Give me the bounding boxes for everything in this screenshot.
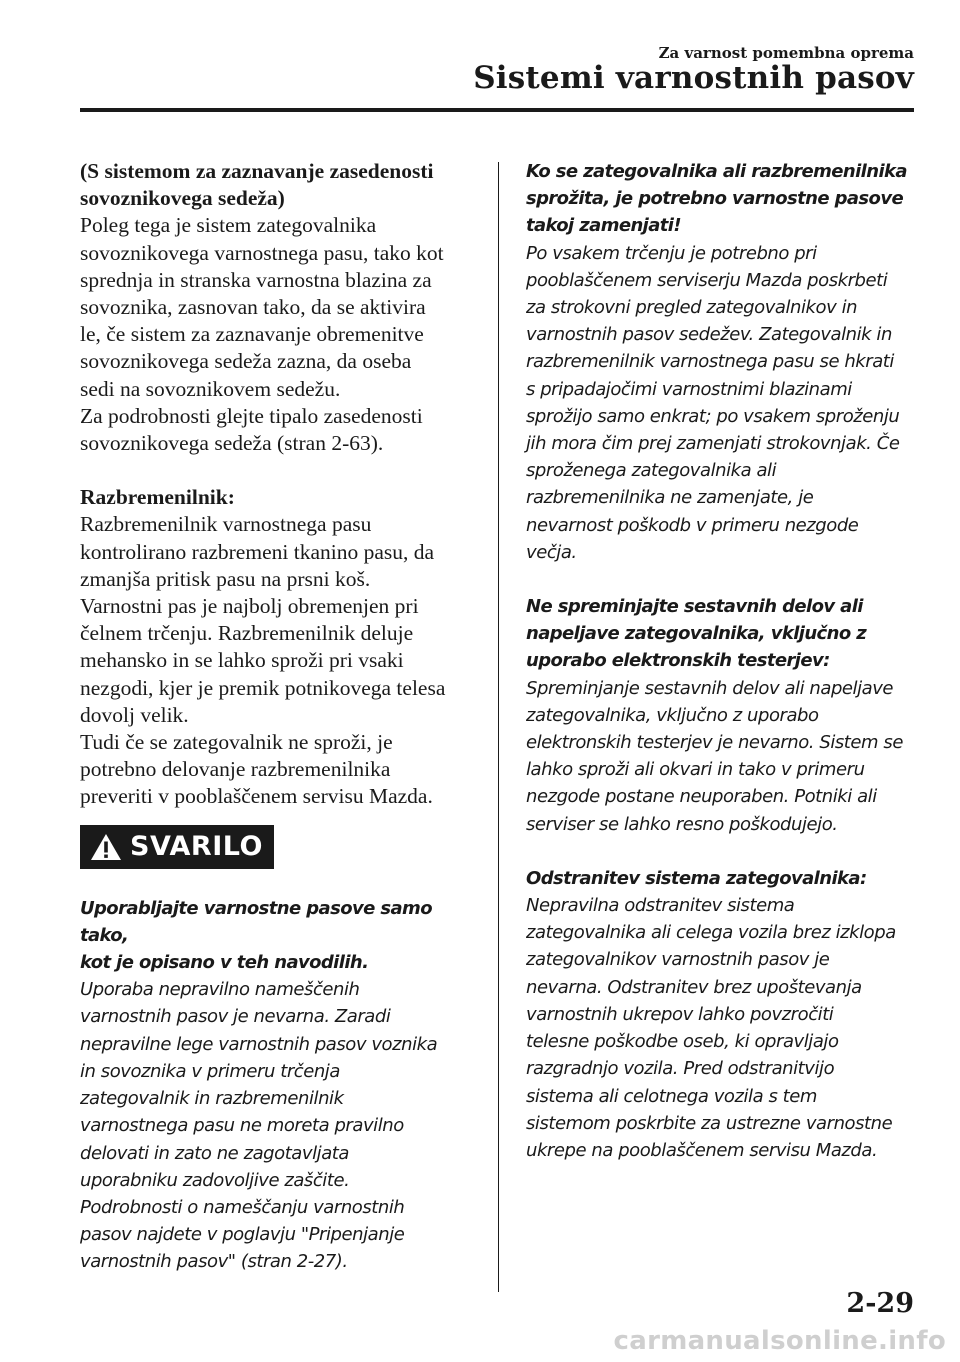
warning-heading: Uporabljajte varnostne pasove samo tako, — [80, 897, 432, 946]
warning-seatbelt-usage — [80, 895, 484, 1276]
text-line: mehansko in se lahko sproži pri vsaki — [80, 648, 404, 673]
text-line: sproženega zategovalnika ali — [526, 460, 777, 482]
warning-heading: uporabo elektronskih testerjev: — [526, 650, 830, 672]
warning-heading: sprožita, je potrebno varnostne pasove — [526, 188, 904, 210]
text-line: Razbremenilnik varnostnega pasu — [80, 512, 372, 537]
text-line: Varnostni pas je najbolj obremenjen pri — [80, 594, 419, 619]
text-line: Po vsakem trčenju je potrebno pri — [526, 242, 817, 264]
text-line: nevarnost poškodb v primeru nezgode — [526, 514, 859, 536]
text-line: pooblaščenem serviserju Mazda poskrbeti — [526, 269, 888, 291]
text-line: varnostnih ukrepov lahko povzročiti — [526, 1003, 834, 1025]
text-line: Spreminjanje sestavnih delov ali napeljave — [526, 677, 894, 699]
text-line: Podrobnosti o nameščanju varnostnih — [80, 1196, 405, 1218]
text-line: Poleg tega je sistem zategovalnika — [80, 213, 377, 238]
text-line: le, če sistem za zaznavanje obremenitve — [80, 322, 424, 347]
text-line: zategovalnika ali celega vozila brez izklopa — [526, 922, 896, 944]
load-limiter-paragraph — [80, 484, 484, 810]
text-line: sovoznikovega varnostnega pasu, tako kot — [80, 240, 444, 265]
text-line: nezgode postane neuporaben. Potniki ali — [526, 786, 877, 808]
text-line: preveriti v pooblaščenem servisu Mazda. — [80, 784, 433, 809]
text-line: serviser se lahko resno poškodujejo. — [526, 813, 838, 835]
text-line: zategovalnik in razbremenilnik — [80, 1088, 344, 1110]
text-line: Tudi če se zategovalnik ne sproži, je — [80, 730, 393, 755]
text-line: dovolj velik. — [80, 702, 189, 727]
text-line: varnostnega pasu ne moreta pravilno — [80, 1115, 404, 1137]
text-line: sprožijo samo enkrat; po vsakem sproženju — [526, 405, 900, 427]
text-line: sovoznika, zasnovan tako, da se aktivira — [80, 295, 426, 320]
text-line: lahko sproži ali okvari in tako v primeru — [526, 759, 865, 781]
warning-replace-after-deploy — [526, 158, 926, 566]
warning-no-modification — [526, 593, 926, 838]
text-line: sovoznikovega sedeža zazna, da oseba — [80, 349, 412, 374]
section-name: Za varnost pomembna oprema — [658, 44, 914, 62]
text-line: zategovalnikov varnostnih pasov je — [526, 949, 830, 971]
section-heading: Razbremenilnik: — [80, 485, 235, 510]
text-line: elektronskih testerjev je nevarno. Sistem se — [526, 732, 903, 754]
text-line: razbremenilnika ne zamenjate, je — [526, 487, 814, 509]
text-line: uporabniku zadovoljive zaščite. — [80, 1169, 350, 1191]
text-line: Uporaba nepravilno nameščenih — [80, 979, 360, 1001]
page-title: Sistemi varnostnih pasov — [473, 60, 914, 96]
text-line: nevarna. Odstranitev brez upoštevanja — [526, 976, 862, 998]
text-line: potrebno delovanje razbremenilnika — [80, 757, 391, 782]
warning-heading: takoj zamenjati! — [526, 215, 681, 237]
text-line: razbremenilnik varnostnega pasu se hkrati — [526, 351, 894, 373]
text-line: in sovoznika v primeru trčenja — [80, 1060, 340, 1082]
text-line: čelnem trčenju. Razbremenilnik deluje — [80, 621, 414, 646]
paragraph-heading: (S sistemom za zaznavanje zasedenosti — [80, 159, 434, 183]
right-column — [526, 158, 926, 1164]
text-line: razgradnjo vozila. Pred odstranitvijo — [526, 1058, 835, 1080]
text-line: kontrolirano razbremeni tkanino pasu, da — [80, 539, 435, 564]
text-line: nepravilne lege varnostnih pasov voznika — [80, 1033, 438, 1055]
text-line: pasov najdete v poglavju "Pripenjanje — [80, 1224, 405, 1246]
text-line: telesne poškodbe oseb, ki opravljajo — [526, 1031, 839, 1053]
paragraph-heading: sovoznikovega sedeža) — [80, 186, 285, 211]
warning-label: SVARILO — [130, 831, 263, 863]
text-line: delovati in zato ne zagotavljata — [80, 1142, 349, 1164]
text-line: varnostnih pasov sedežev. Zategovalnik in — [526, 324, 892, 346]
text-line: zmanjša pritisk pasu na prsni koš. — [80, 566, 371, 591]
text-line: zategovalnika, vključno z uporabo — [526, 704, 819, 726]
text-line: sistema ali celotnega vozila s tem — [526, 1085, 817, 1107]
warning-heading: napeljave zategovalnika, vključno z — [526, 623, 867, 645]
text-line: za strokovni pregled zategovalnikov in — [526, 297, 858, 319]
text-line: sovoznikovega sedeža (stran 2-63). — [80, 431, 384, 456]
text-line: Za podrobnosti glejte tipalo zasedenosti — [80, 403, 423, 428]
warning-removal — [526, 865, 926, 1164]
left-column — [80, 158, 484, 1276]
text-line: sistemom poskrbite za ustrezne varnostne — [526, 1112, 893, 1134]
text-line: Nepravilna odstranitev sistema — [526, 895, 795, 917]
warning-badge — [80, 825, 274, 869]
occupancy-paragraph — [80, 158, 484, 457]
warning-triangle-icon — [90, 833, 122, 861]
text-line: sedi na sovoznikovem sedežu. — [80, 376, 341, 401]
text-line: varnostnih pasov" (stran 2-27). — [80, 1251, 348, 1273]
header-rule — [80, 108, 914, 112]
text-line: nezgodi, kjer je premik potnikovega telesa — [80, 675, 446, 700]
text-line: sprednja in stranska varnostna blazina za — [80, 267, 432, 292]
column-divider — [498, 162, 499, 1292]
text-line: jih mora čim prej zamenjati strokovnjak. Če — [526, 433, 900, 455]
page-number: 2-29 — [846, 1288, 914, 1319]
text-line: večja. — [526, 541, 577, 563]
warning-heading: kot je opisano v teh navodilih. — [80, 952, 369, 974]
watermark[interactable]: carmanualsonline.info — [613, 1326, 946, 1356]
text-line: ukrepe na pooblaščenem servisu Mazda. — [526, 1139, 878, 1161]
warning-heading: Ko se zategovalnika ali razbremenilnika — [526, 161, 907, 182]
text-line: varnostnih pasov je nevarna. Zaradi — [80, 1006, 391, 1028]
warning-heading: Odstranitev sistema zategovalnika: — [526, 867, 867, 889]
warning-heading: Ne spreminjajte sestavnih delov ali — [526, 596, 863, 618]
text-line: s pripadajočimi varnostnimi blazinami — [526, 378, 852, 400]
